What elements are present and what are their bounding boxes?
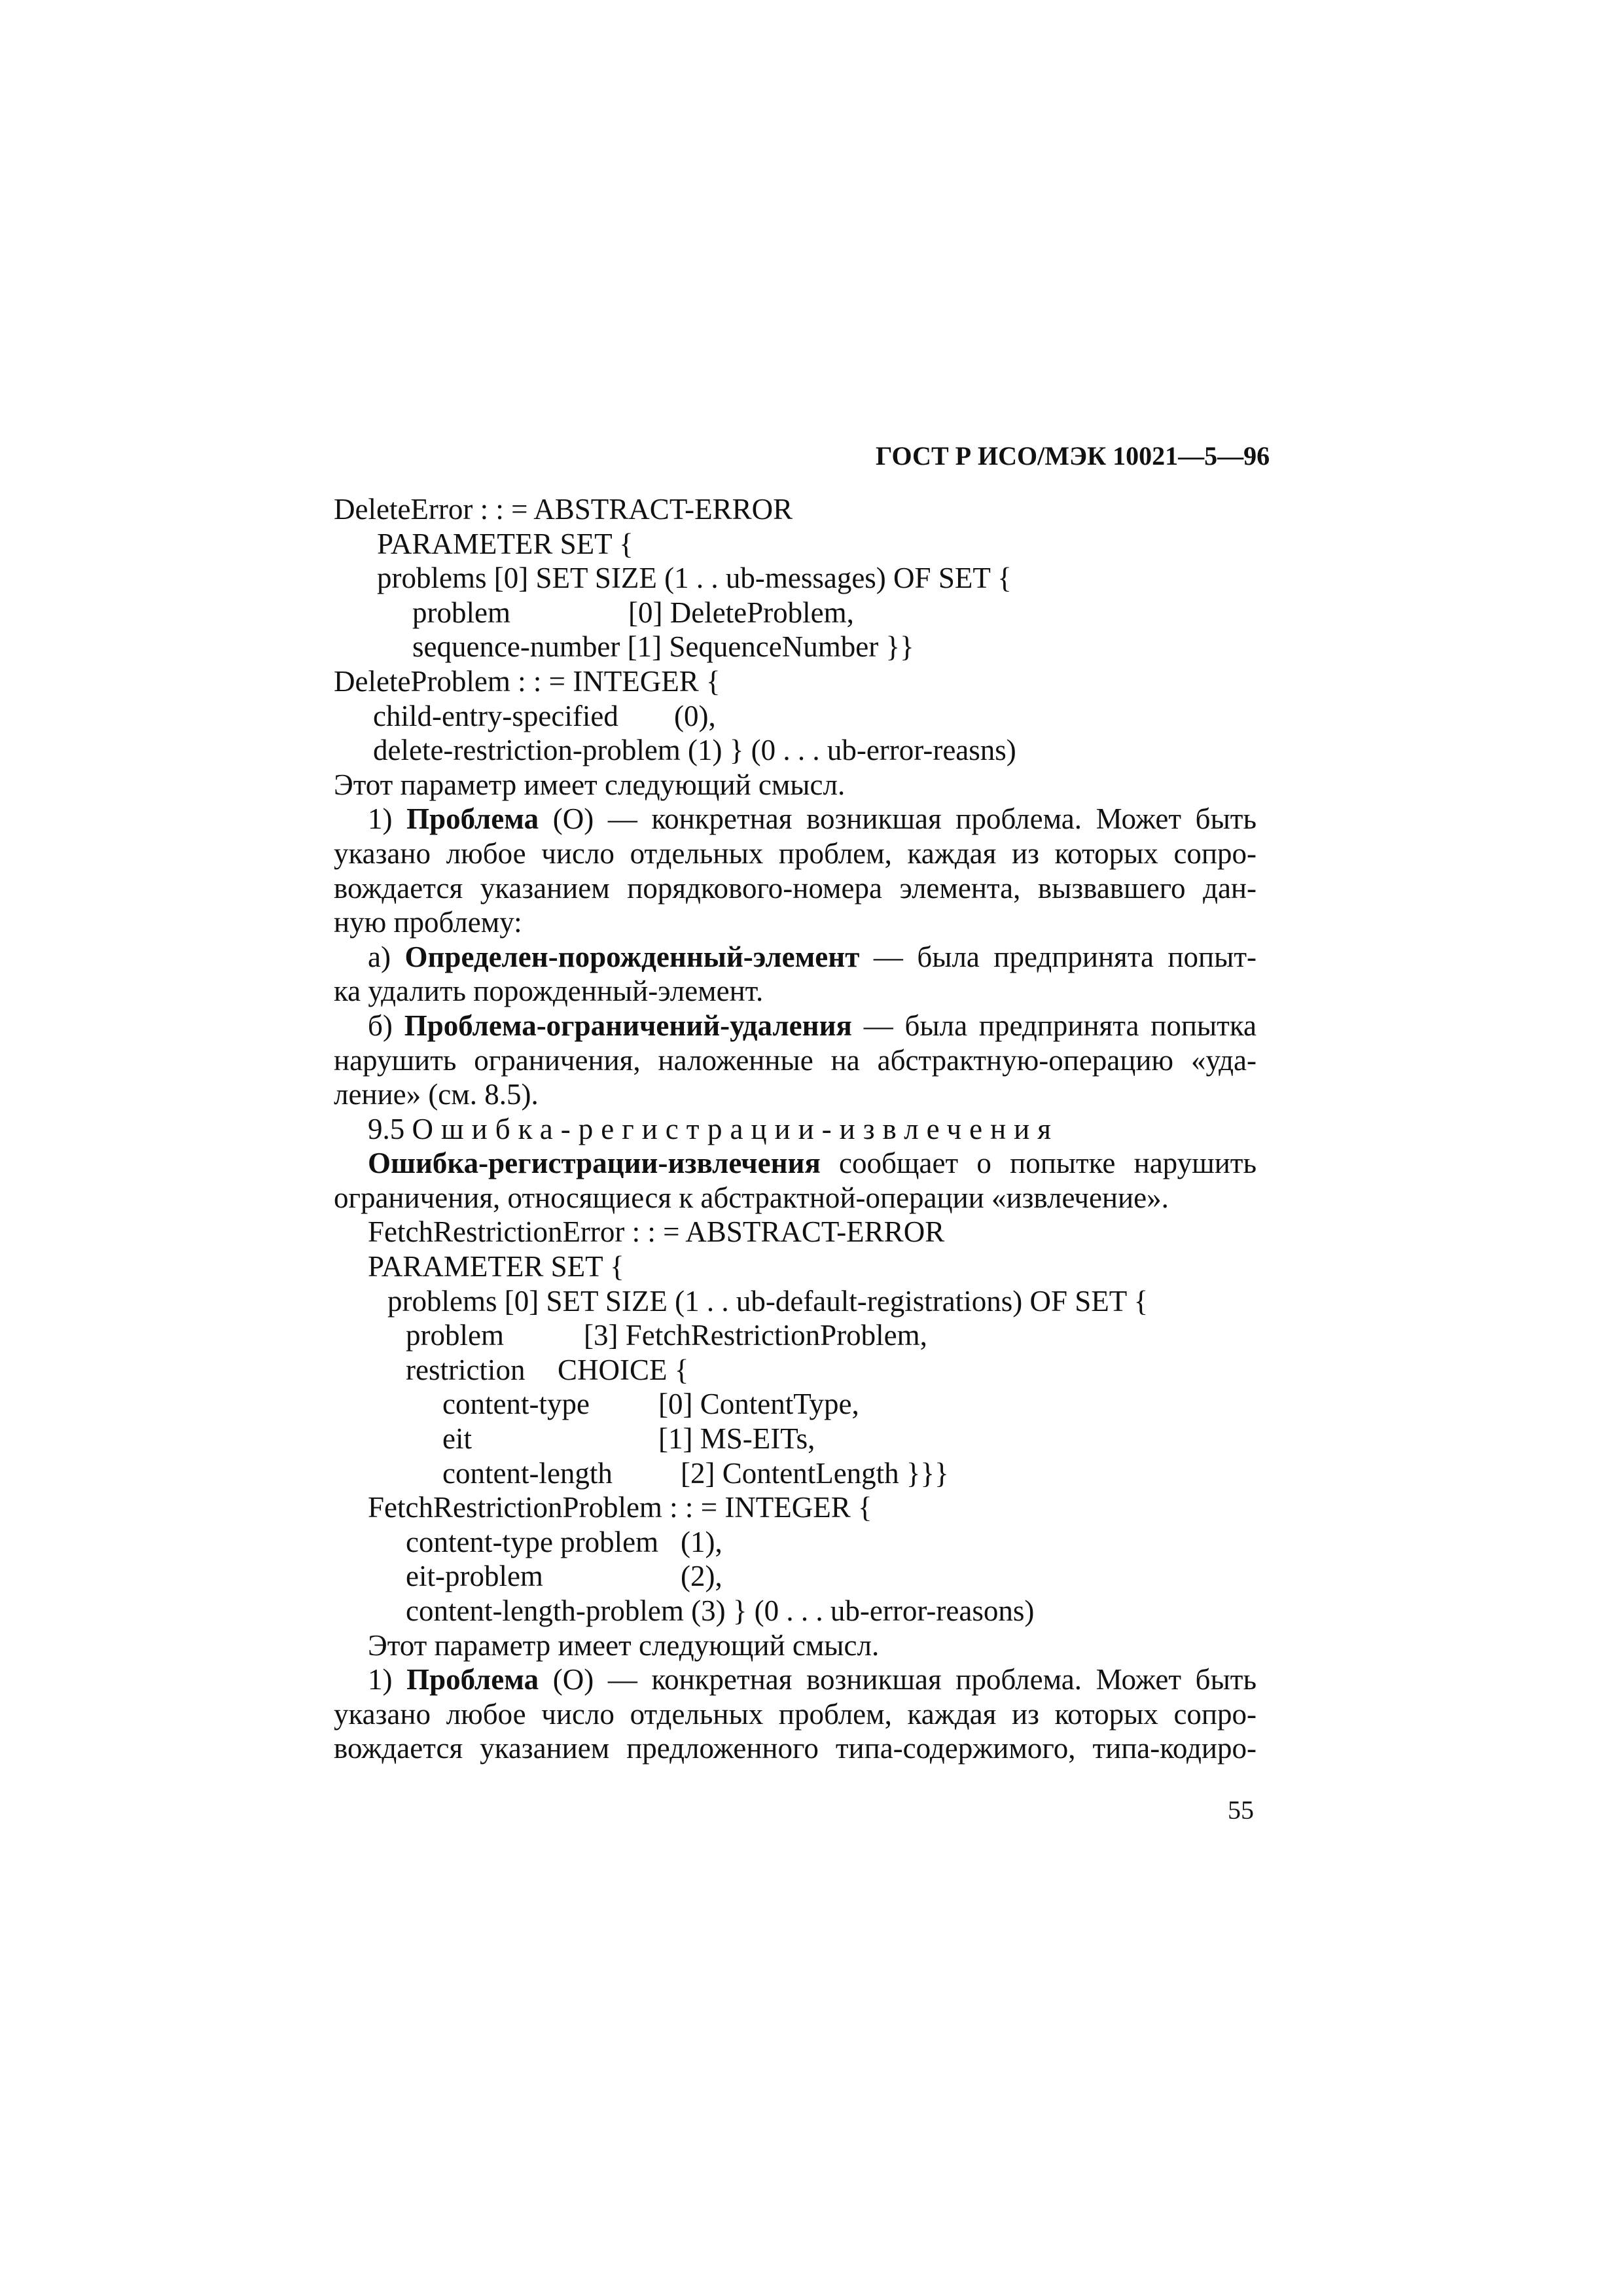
paragraph-text: (О) — конкретная возникшая проблема. Может быть — [539, 802, 1257, 836]
code-field-name: problem — [412, 596, 510, 629]
paragraph-intro: Этот параметр имеет следующий смысл. — [368, 1628, 880, 1662]
paragraph-line: вождается указанием порядкового-номера элемента, вызвавшего дан- — [334, 871, 1257, 905]
code-field-value: (1), — [681, 1525, 722, 1558]
page-number: 55 — [1228, 1795, 1254, 1825]
paragraph-line: ление» (см. 8.5). — [334, 1078, 539, 1111]
section-number: 9.5 — [368, 1112, 405, 1145]
term-bold: Ошибка-регистрации-извлечения — [368, 1147, 821, 1180]
section-title: Ошибка-регистрации-извлечения — [412, 1112, 1059, 1145]
code-field-type: [0] ContentType, — [658, 1388, 859, 1421]
code-line — [334, 1456, 1257, 1491]
section-heading — [334, 1112, 1257, 1147]
paragraph-line: нарушить ограничения, наложенные на абстрактную-операцию «уда- — [334, 1043, 1257, 1077]
paragraph-line — [334, 1146, 1257, 1181]
paragraph-line: вождается указанием предложенного типа-содержимого, типа-кодиро- — [334, 1732, 1257, 1765]
code-line: sequence-number [1] SequenceNumber }} — [412, 630, 914, 664]
page-header: ГОСТ Р ИСО/МЭК 10021—5—96 — [876, 441, 1270, 471]
paragraph-line: ка удалить порожденный-элемент. — [334, 975, 764, 1008]
code-line — [334, 1387, 1257, 1422]
paragraph-line — [334, 940, 1257, 975]
code-line: problems [0] SET SIZE (1 . . ub-default-registrations) OF SET { — [387, 1284, 1149, 1318]
list-letter: а) — [368, 940, 405, 973]
code-field-name: child-entry-specified — [373, 699, 618, 732]
code-line: delete-restriction-problem (1) } (0 . . . ub-error-reasns) — [373, 734, 1016, 767]
code-line: FetchRestrictionProblem : : = INTEGER { — [368, 1491, 872, 1524]
code-field-name: problem — [406, 1319, 504, 1352]
paragraph-intro: Этот параметр имеет следующий смысл. — [334, 768, 846, 801]
code-line: problems [0] SET SIZE (1 . . ub-messages) OF SET { — [377, 562, 1012, 595]
code-line: PARAMETER SET { — [377, 527, 633, 560]
term-bold: Проблема-ограничений-удаления — [404, 1009, 852, 1042]
code-field-type: [3] FetchRestrictionProblem, — [584, 1319, 927, 1352]
code-line: DeleteProblem : : = INTEGER { — [334, 664, 721, 698]
code-line: PARAMETER SET { — [368, 1250, 624, 1283]
code-field-name: content-type — [442, 1388, 590, 1421]
list-number: 1) — [368, 802, 407, 836]
code-field-type: CHOICE { — [558, 1353, 689, 1386]
code-field-type: [1] MS-EITs, — [658, 1422, 815, 1456]
code-field-name: eit-problem — [406, 1560, 543, 1593]
code-line — [334, 1525, 1257, 1560]
term-bold: Определен-порожденный-элемент — [404, 940, 860, 973]
paragraph-line: ограничения, относящиеся к абстрактной-операции «извлечение». — [334, 1181, 1169, 1214]
paragraph-line — [334, 1662, 1257, 1697]
code-line — [334, 1559, 1257, 1594]
code-field-value: (2), — [681, 1560, 722, 1593]
paragraph-text: (О) — конкретная возникшая проблема. Может быть — [539, 1663, 1257, 1696]
code-field-name: eit — [442, 1422, 472, 1456]
paragraph-line — [334, 1009, 1257, 1043]
term-bold: Проблема — [406, 802, 539, 836]
paragraph-text: — была предпринята попытка — [851, 1009, 1257, 1042]
code-field-name: restriction — [406, 1353, 526, 1386]
page-body — [334, 492, 1257, 1766]
code-line: DeleteError : : = ABSTRACT-ERROR — [334, 493, 793, 526]
code-line — [334, 699, 1257, 734]
code-field-name: content-length — [442, 1456, 613, 1490]
code-field-type: [2] ContentLength }}} — [681, 1456, 949, 1490]
paragraph-line: ную проблему: — [334, 906, 522, 939]
code-field-name: content-type problem — [406, 1525, 659, 1558]
code-line — [334, 1318, 1257, 1353]
paragraph-line: указано любое число отдельных проблем, каждая из которых сопро- — [334, 1697, 1257, 1731]
code-line — [334, 1422, 1257, 1456]
list-letter: б) — [368, 1009, 404, 1042]
list-number: 1) — [368, 1663, 407, 1696]
code-line — [334, 596, 1257, 630]
paragraph-text: — была предпринята попыт- — [859, 940, 1257, 973]
term-bold: Проблема — [406, 1663, 539, 1696]
paragraph-text: сообщает о попытке нарушить — [820, 1147, 1257, 1180]
code-field-value: (0), — [674, 699, 716, 732]
code-line: FetchRestrictionError : : = ABSTRACT-ERROR — [368, 1215, 945, 1249]
code-line: content-length-problem (3) } (0 . . . ub-error-reasons) — [406, 1594, 1035, 1627]
code-line — [334, 1353, 1257, 1388]
paragraph-line — [334, 802, 1257, 836]
paragraph-line: указано любое число отдельных проблем, каждая из которых сопро- — [334, 836, 1257, 870]
code-field-type: [0] DeleteProblem, — [628, 596, 854, 629]
